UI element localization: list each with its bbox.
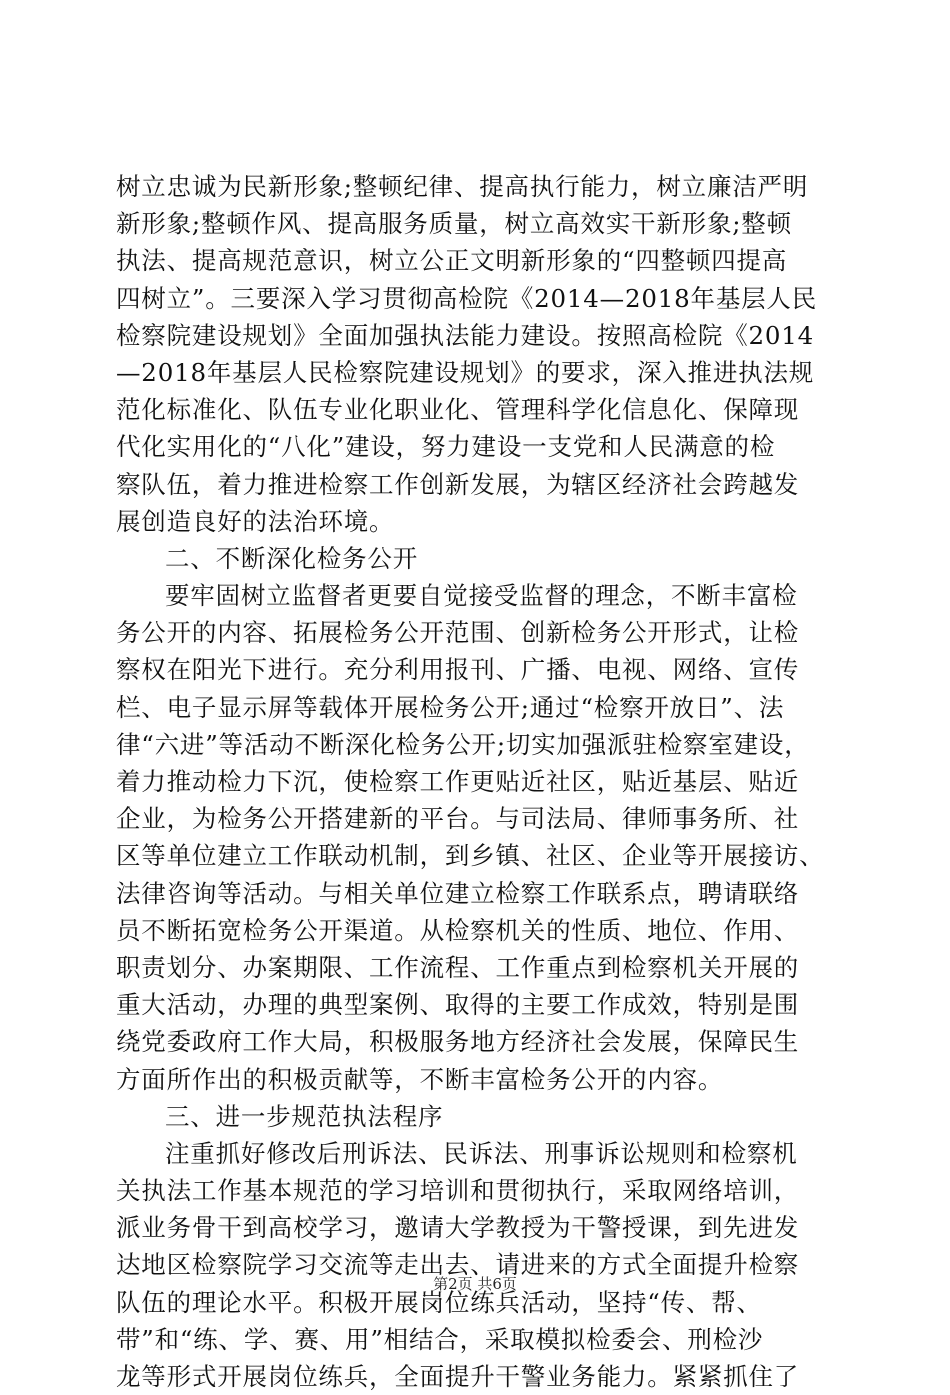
text-line: 察权在阳光下进行。充分利用报刊、广播、电视、网络、宣传 (116, 655, 800, 685)
text-line: 树立忠诚为民新形象;整顿纪律、提高执行能力，树立廉洁严明 (116, 172, 809, 201)
text-line: 要牢固树立监督者更要自觉接受监督的理念，不断丰富检 (165, 581, 798, 611)
section-heading: 三、进一步规范执法程序 (165, 1101, 444, 1131)
text-line: 派业务骨干到高校学习，邀请大学教授为干警授课，到先进发 (116, 1213, 800, 1243)
text-line: 重大活动，办理的典型案例、取得的主要工作成效，特别是围 (116, 990, 800, 1020)
text-line: 务公开的内容、拓展检务公开范围、创新检务公开形式，让检 (116, 618, 800, 648)
text-line: 法律咨询等活动。与相关单位建立检察工作联系点，聘请联络 (116, 878, 800, 908)
text-line: 方面所作出的积极贡献等，不断丰富检务公开的内容。 (116, 1064, 724, 1094)
text-line: 关执法工作基本规范的学习培训和贯彻执行，采取网络培训， (116, 1176, 800, 1206)
text-line: 律“六进”等活动不断深化检务公开;切实加强派驻检察室建设， (116, 729, 810, 759)
text-line: 范化标准化、队伍专业化职业化、管理科学化信息化、保障现 (116, 395, 800, 425)
text-line: 达地区检察院学习交流等走出去、请进来的方式全面提升检察 (116, 1250, 800, 1280)
text-line: 队伍的理论水平。积极开展岗位练兵活动，坚持“传、帮、 (116, 1287, 762, 1317)
text-line: 四树立”。三要深入学习贯彻高检院《2014—2018年基层人民 (116, 283, 818, 313)
text-line: 企业，为检务公开搭建新的平台。与司法局、律师事务所、社 (116, 804, 800, 834)
section-heading: 二、不断深化检务公开 (165, 543, 418, 573)
text-line: 带”和“练、学、赛、用”相结合，采取模拟检委会、刑检沙 (116, 1324, 764, 1354)
text-line: 新形象;整顿作风、提高服务质量，树立高效实干新形象;整顿 (116, 209, 792, 239)
document-body (116, 168, 838, 1395)
text-line: 执法、提高规范意识，树立公正文明新形象的“四整顿四提高 (116, 246, 788, 276)
text-line: 代化实用化的“八化”建设，努力建设一支党和人民满意的检 (116, 432, 776, 462)
text-line: 区等单位建立工作联动机制，到乡镇、社区、企业等开展接访、 (116, 841, 825, 871)
text-line: 龙等形式开展岗位练兵，全面提升干警业务能力。紧紧抓住了 (116, 1362, 800, 1391)
text-line: 注重抓好修改后刑诉法、民诉法、刑事诉讼规则和检察机 (165, 1138, 798, 1168)
text-line: 职责划分、办案期限、工作流程、工作重点到检察机关开展的 (116, 952, 800, 982)
text-line: 员不断拓宽检务公开渠道。从检察机关的性质、地位、作用、 (116, 915, 800, 945)
text-line: —2018年基层人民检察院建设规划》的要求，深入推进执法规 (116, 357, 815, 387)
text-line: 栏、电子显示屏等载体开展检务公开;通过“检察开放日”、法 (116, 692, 785, 722)
text-line: 检察院建设规划》全面加强执法能力建设。按照高检院《2014 (116, 320, 815, 350)
page-footer: 第2页 共6页 (433, 1275, 517, 1293)
text-line: 绕党委政府工作大局，积极服务地方经济社会发展，保障民生 (116, 1027, 800, 1057)
text-line: 着力推动检力下沉，使检察工作更贴近社区，贴近基层、贴近 (116, 767, 800, 796)
text-line: 察队伍，着力推进检察工作创新发展，为辖区经济社会跨越发 (116, 469, 800, 499)
text-line: 展创造良好的法治环境。 (116, 506, 395, 536)
